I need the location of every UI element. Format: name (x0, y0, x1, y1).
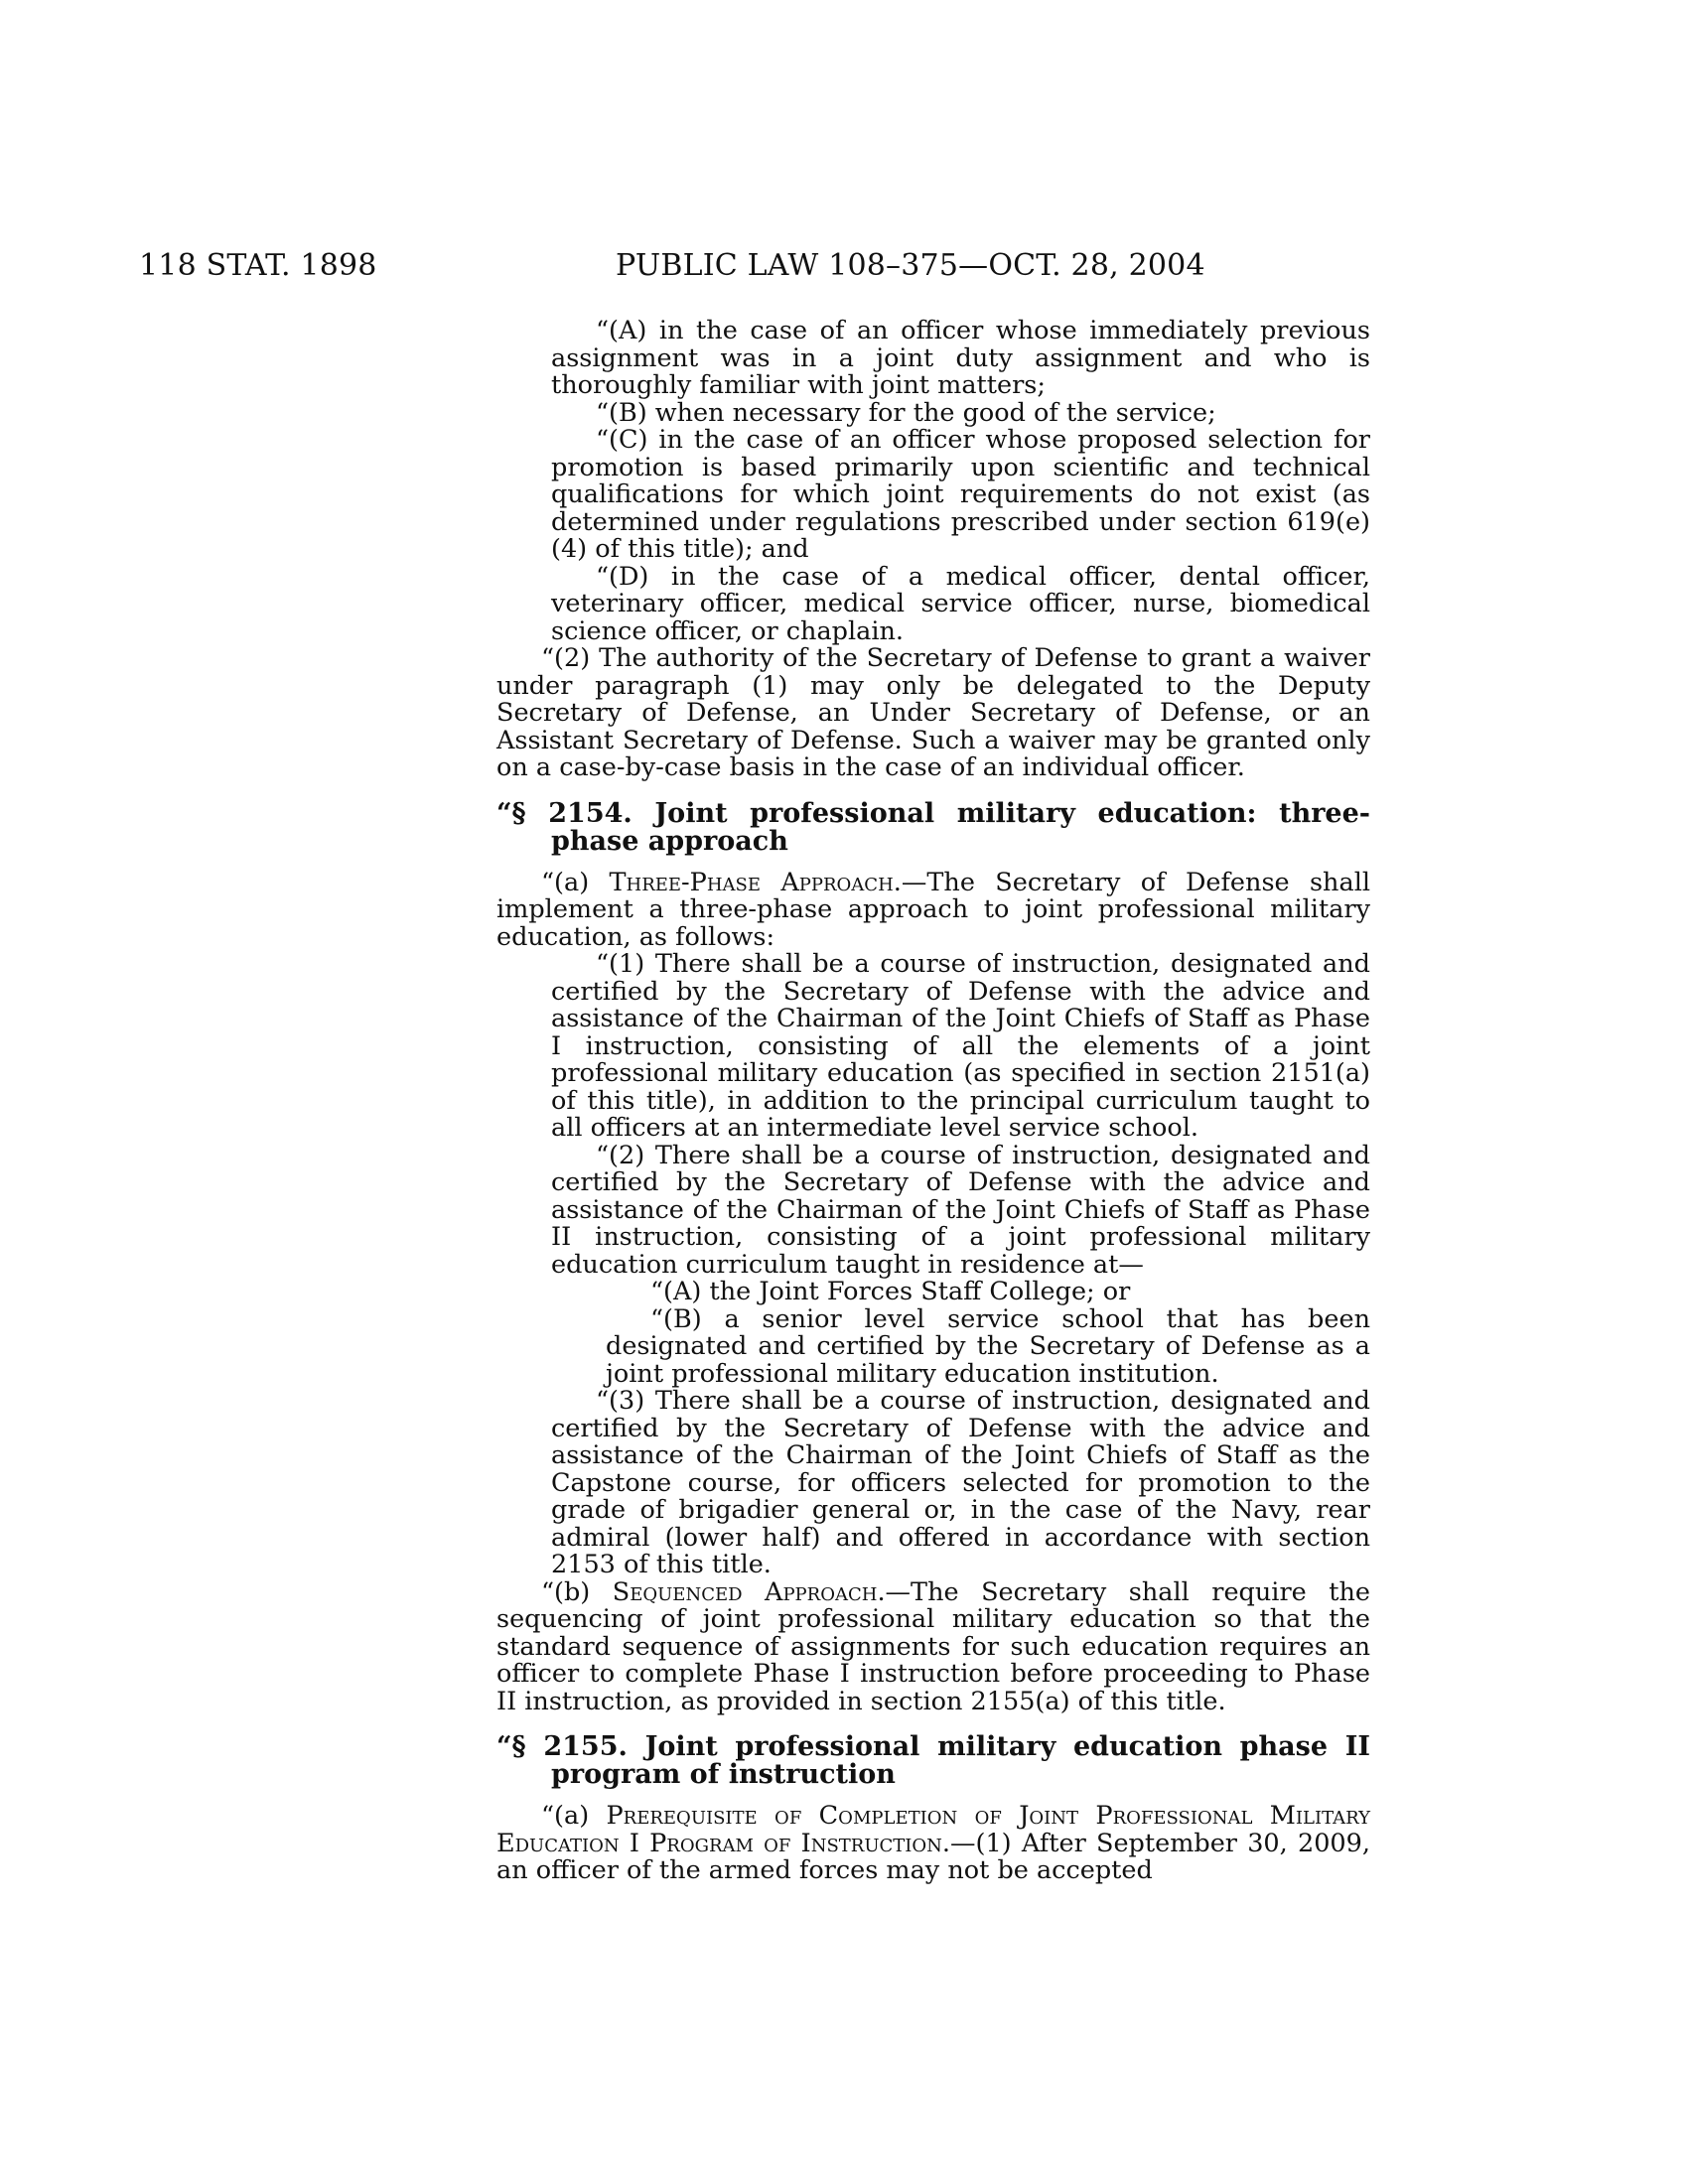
subsection-body: .—The Secretary of Defense shall implement a three-phase approach to joint professional military education, as follows: (496, 867, 1370, 952)
subsection-body: .—The Secretary shall require the sequencing of joint professional military education so that the standard sequence of assignments for such education requires an officer to complete Phase I instruction before proceeding to Phase II instruction, as provided in section 2155(a) of this title. (496, 1576, 1370, 1716)
subsection-2155-a (496, 1803, 1370, 1885)
section-heading-2154: “§ 2154. Joint professional military education: three-phase approach (496, 797, 1370, 857)
paragraph-2: “(2) The authority of the Secretary of Defense to grant a waiver under paragraph (1) may only be delegated to the Deputy Secretary of Defense, an Under Secretary of Defense, or an Assistant Secretary of Defense. Such a waiver may be granted only on a case-by-case basis in the case of an individual officer. (496, 643, 1370, 782)
subsection-lead: “(a) (541, 867, 590, 897)
subsection-lead: “(a) (541, 1801, 590, 1831)
subsection-2154-a (496, 867, 1370, 952)
statute-text (496, 318, 1370, 1885)
running-head: PUBLIC LAW 108–375—OCT. 28, 2004 (616, 248, 1205, 283)
subsection-body: .—(1) After September 30, 2009, an officer of the armed forces may not be accepted (496, 1828, 1370, 1885)
paragraph-2154-a-3: “(3) There shall be a course of instruction, designated and certified by the Secretary of Defense with the advice and assistance of the Chairman of the Joint Chiefs of Staff as the Capstone course, for officers selected for promotion to the grade of brigadier general or, in the case of the Navy, rear admiral (lower half) and offered in accordance with section 2153 of this title. (551, 1386, 1370, 1579)
paragraph-1-C: “(C) in the case of an officer whose proposed selection for promotion is based primarily upon scientific and technical qualifications for which joint requirements do not exist (as determined under regulations prescribed under section 619(e)(4) of this title); and (551, 425, 1370, 564)
paragraph-2154-a-1: “(1) There shall be a course of instruction, designated and certified by the Secretary of Defense with the advice and assistance of the Chairman of the Joint Chiefs of Staff as Phase I instruction, consisting of all the elements of a joint professional military education (as specified in section 2151(a) of this title), in addition to the principal curriculum taught to all officers at an intermediate level service school. (551, 949, 1370, 1143)
subsection-heading: Three-Phase Approach (609, 867, 894, 897)
subsection-lead: “(b) (541, 1576, 591, 1607)
subparagraph-2154-a-2-B: “(B) a senior level service school that has been designated and certified by the Secretary of Defense as a joint professional military education institution. (606, 1303, 1370, 1389)
subsection-heading: Prerequisite of Completion of Joint Professional Military Education I Program of Instruction (496, 1801, 1370, 1858)
subsection-2154-b (496, 1576, 1370, 1716)
section-heading-2155: “§ 2155. Joint professional military education phase II program of instruction (496, 1731, 1370, 1790)
paragraph-2154-a-2: “(2) There shall be a course of instruction, designated and certified by the Secretary of Defense with the advice and assistance of the Chairman of the Joint Chiefs of Staff as Phase II instruction, consisting of a joint professional military education curriculum taught in residence at— (551, 1140, 1370, 1280)
paragraph-1-B: “(B) when necessary for the good of the service; (596, 397, 1216, 428)
subsection-heading: Sequenced Approach (612, 1576, 878, 1607)
paragraph-1-A: “(A) in the case of an officer whose immediately previous assignment was in a joint duty assignment and who is thoroughly familiar with joint matters; (551, 316, 1370, 400)
subparagraph-2154-a-2-A: “(A) the Joint Forces Staff College; or (650, 1277, 1131, 1306)
paragraph-1-D: “(D) in the case of a medical officer, dental officer, veterinary officer, medical service officer, nurse, biomedical science officer, or chaplain. (551, 561, 1370, 646)
stat-citation: 118 STAT. 1898 (139, 248, 377, 283)
